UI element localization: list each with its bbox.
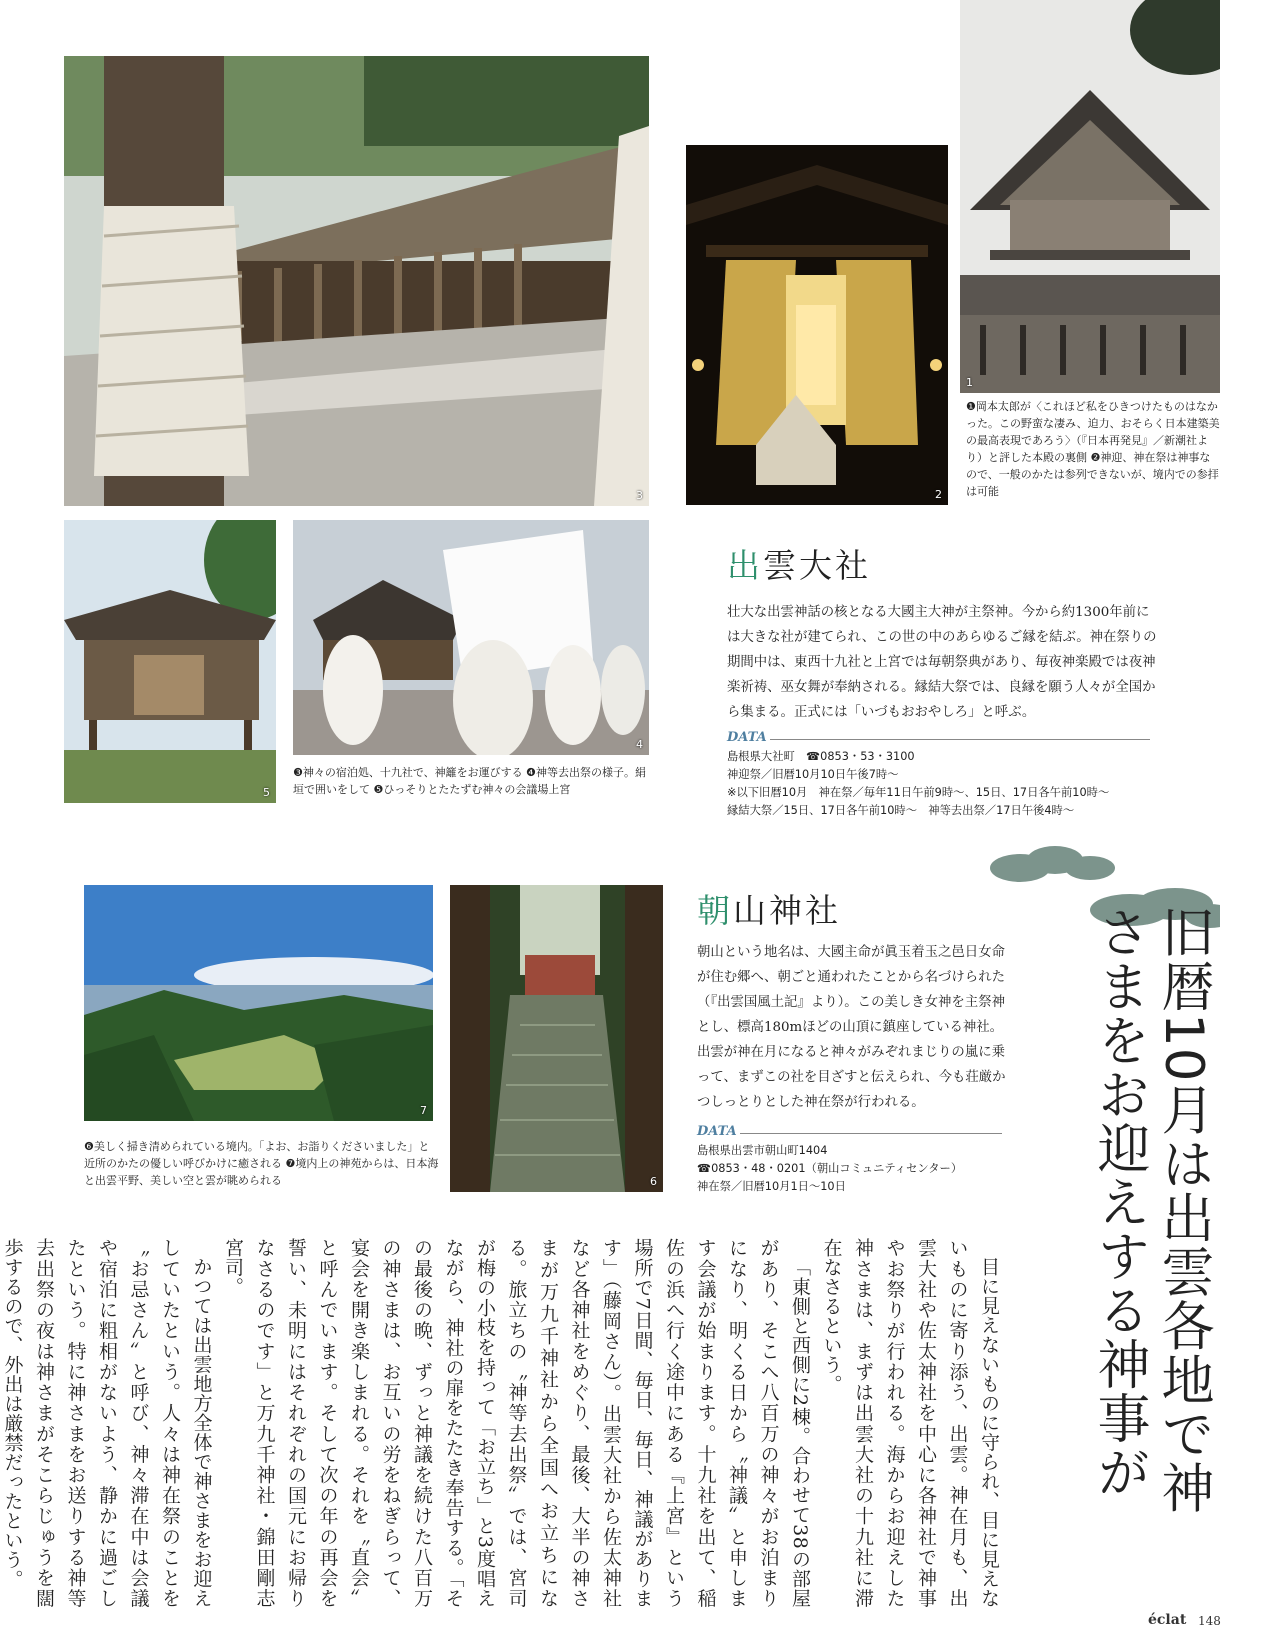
izumo-description: 壮大な出雲神話の核となる大國主大神が主祭神。今から約1300年前には大きな社が建てられ、この世の中のあらゆるご縁を結ぶ。神在祭りの期間中は、東西十九社と上宮では毎朝祭典があり、毎夜神楽殿では夜神楽祈祷、巫女舞が奉納される。縁結大祭では、良縁を願う人々が全国から集まる。正式には「いづもおおやしろ」と呼ぶ。	[727, 605, 1157, 720]
izumo-data-label: DATA	[727, 730, 767, 745]
asayama-description: 朝山という地名は、大國主命が眞玉着玉之邑日女命が住む郷へ、朝ごと通われたことから名づけられた（『出雲国風土記』より）。この美しき女神を主祭神とし、標高180mほどの山頂に鎮座している神社。出雲が神在月になると神々がみぞれまじりの嵐に乗って、まずこの社を目ざすと伝えられ、今も荘厳かつしっとりとした神在祭が行われる。	[697, 945, 1006, 1110]
photo-landscape	[84, 885, 433, 1121]
photo-forest-steps	[450, 885, 663, 1192]
izumo-data-rule	[770, 739, 1150, 740]
body-text	[1, 1238, 1004, 1608]
body-paragraph: 目に見えないものに守られ、目に見えないものに寄り添う、出雲。神在月も、出雲大社や佐太神社を中心に各神社で神事やお祭りが行われる。海からお迎えした神さまは、まずは出雲大社の十九社に滞在なさるという。	[820, 1238, 1000, 1608]
photo-night-ritual	[686, 145, 948, 505]
asayama-data-line: ☎0853・48・0201（朝山コミュニティセンター）	[697, 1162, 963, 1175]
headline: 旧暦10月は出雲各地で神さまをお迎えする神事が	[1089, 905, 1214, 1515]
photo-honden-rear	[960, 0, 1220, 393]
photo-procession	[293, 520, 649, 755]
izumo-data-line: ※以下旧暦10月 神在祭／毎年11日午前9時〜、15日、17日各午前10時〜	[727, 786, 1110, 799]
caption-photos-1-2: ❶岡本太郎が〈これほど私をひきつけたものはなかった。この野蛮な凄み、迫力、おそらく日本建築美の最高表現であろう〉（『日本再発見』／新潮社より）と評した本殿の裏側 ❷神迎、神在祭は神事なので、一般のかたは参列できないが、境内での参拝は可能	[966, 400, 1220, 498]
izumo-data-line: 縁結大祭／15日、17日各午前10時〜 神等去出祭／17日午後4時〜	[727, 804, 1075, 817]
izumo-title-rest: 雲大社	[763, 546, 871, 585]
photo-number: 5	[263, 786, 270, 799]
izumo-title-first: 出	[727, 546, 763, 585]
magazine-brand: éclat	[1148, 1612, 1187, 1628]
photo-shrine-corridor	[64, 56, 649, 506]
asayama-title	[697, 885, 841, 932]
asayama-title-rest: 山神社	[733, 891, 841, 930]
izumo-data-line: 島根県大社町 ☎0853・53・3100	[727, 750, 915, 763]
asayama-data-line: 神在祭／旧暦10月1日〜10日	[697, 1180, 846, 1193]
asayama-data-rule	[740, 1133, 1002, 1134]
photo-number: 3	[636, 489, 643, 502]
caption-photos-6-7: ❻美しく掃き清められている境内。「よお、お詣りくださいました」と近所のかたの優しい呼びかけに癒される ❼境内上の神苑からは、日本海と出雲平野、美しい空と雲が眺められる	[84, 1140, 439, 1187]
photo-number: 6	[650, 1175, 657, 1188]
izumo-data-line: 神迎祭／旧暦10月10日午後7時〜	[727, 768, 899, 781]
asayama-data-label: DATA	[697, 1124, 737, 1139]
photo-number: 1	[966, 376, 973, 389]
photo-kamigumi-hall	[64, 520, 276, 803]
photo-number: 7	[420, 1104, 427, 1117]
asayama-data-line: 島根県出雲市朝山町1404	[697, 1144, 828, 1157]
izumo-title	[727, 540, 871, 587]
photo-number: 4	[636, 738, 643, 751]
body-paragraph: かつては出雲地方全体で神さまをお迎えしていたという。人々は神在祭のことを〝お忌さん〟と呼び、神々滞在中は会議や宿泊に粗相がないよう、静かに過ごしたという。特に神さまをお送りする神等去出祭の夜は神さまがそこらじゅうを闊歩するので、外出は厳禁だったという。	[1, 1238, 213, 1608]
photo-number: 2	[935, 488, 942, 501]
body-paragraph: 「東側と西側に2棟。合わせて38の部屋があり、そこへ八百万の神々がお泊まりになり、明くる日から〝神議〟と申します会議が始まります。十九社を出て、稲佐の浜へ行く途中にある『上宮』という場所で7日間、毎日、毎日、神議があります」（藤岡さん）。出雲大社から佐太神社など各神社をめぐり、最後、大半の神さまが万九千神社から全国へお立ちになる。旅立ちの〝神等去出祭〟では、宮司が梅の小枝を持って「お立ち」と3度唱えながら、神社の扉をたたき奉告する。「その最後の晩、ずっと神議を続けた八百万の神さまは、お互いの労をねぎらって、宴会を開き楽しまれる。それを〝直会〟と呼んでいます。そして次の年の再会を誓い、未明にはそれぞれの国元にお帰りなさるのです」と万九千神社・錦田剛志宮司。	[222, 1238, 811, 1608]
page-number: 148	[1198, 1614, 1221, 1628]
asayama-title-first: 朝	[697, 891, 733, 930]
caption-photos-3-5: ❸神々の宿泊処、十九社で、神籬をお運びする ❹神等去出祭の様子。絹垣で囲いをして ❺ひっそりとたたずむ神々の会議場上宮	[293, 766, 646, 796]
